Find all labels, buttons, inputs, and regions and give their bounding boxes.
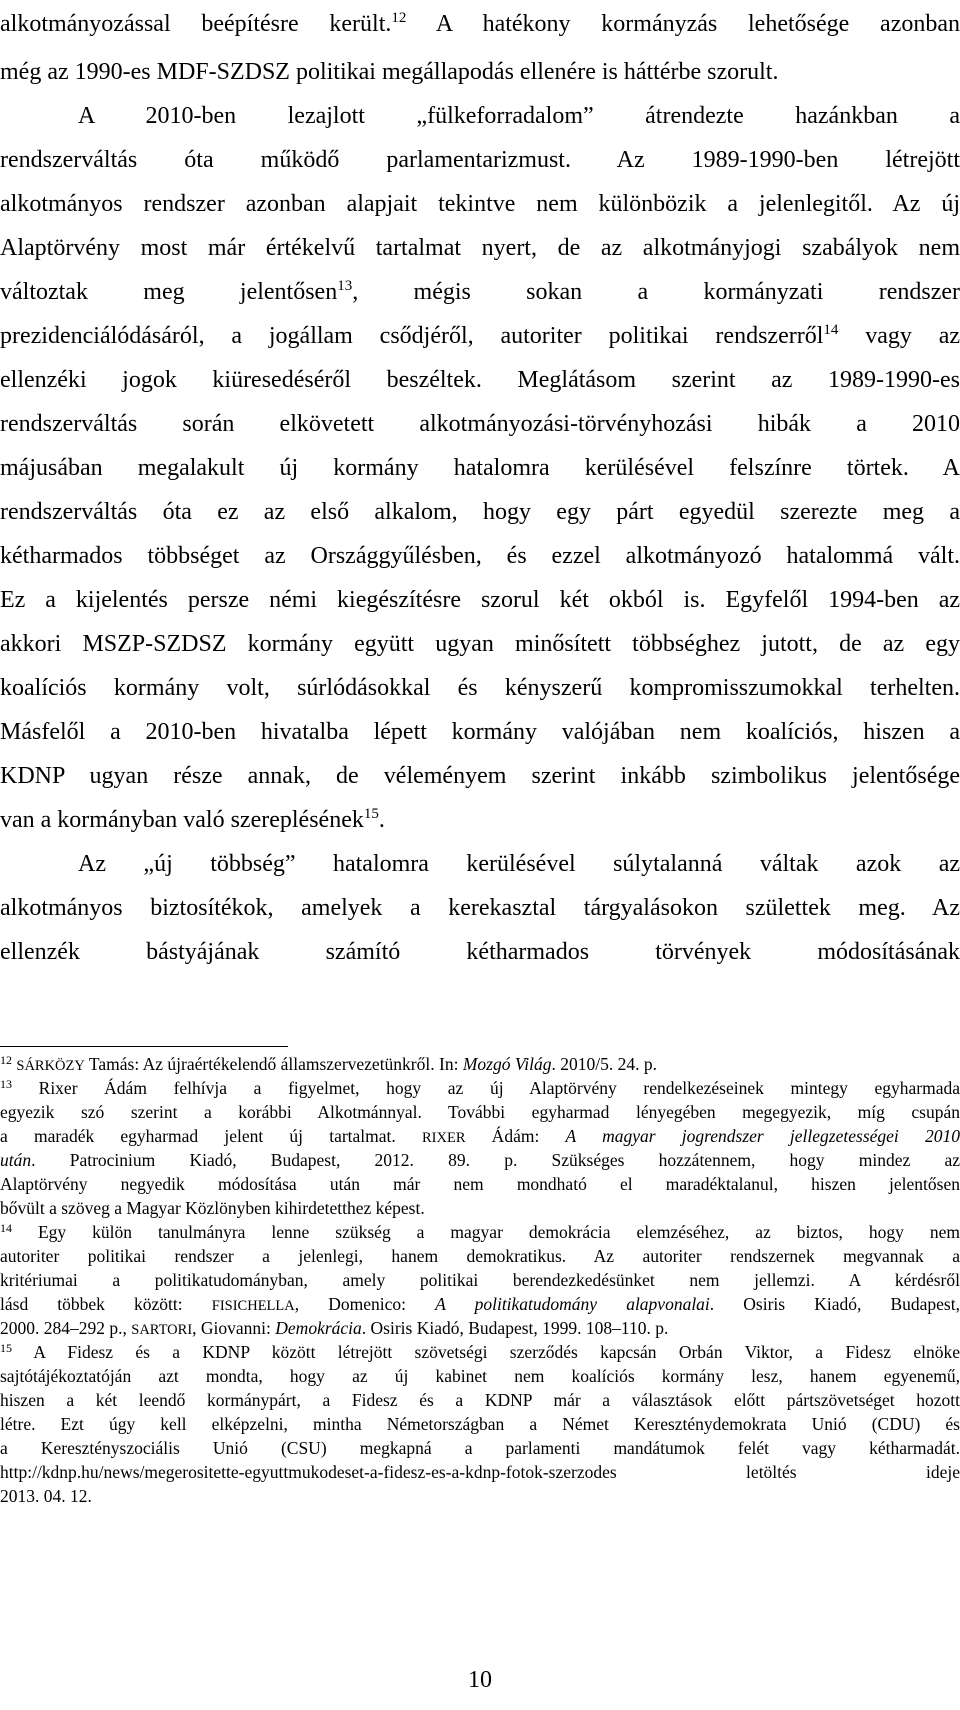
text-span: , mégis sokan a kormányzati rendszer <box>352 279 960 305</box>
text-line: rendszerváltás óta működő parlamentarizmust. Az 1989-1990-ben létrejött <box>0 147 960 173</box>
text-span: . <box>378 807 385 833</box>
author-name: SÁRKÖZY <box>16 1058 85 1074</box>
footnote-line <box>0 1148 960 1172</box>
text-line <box>0 312 960 360</box>
text-line: alkotmányos biztosítékok, amelyek a kerekasztal tárgyalásokon születtek meg. Az <box>0 895 960 921</box>
text-line: Alaptörvény most már értékelvű tartalmat nyert, de az alkotmányjogi szabályok nem <box>0 235 960 261</box>
text-line: Másfelől a 2010-ben hivatalba lépett kormány valójában nem koalíciós, hiszen a <box>0 719 960 745</box>
text-line <box>0 796 960 844</box>
footnote-line: 2013. 04. 12. <box>0 1486 92 1506</box>
publication-title: A magyar jogrendszer jellegzetességei 2010 <box>565 1126 960 1146</box>
text-span: prezidenciálódásáról, a jogállam csődjéről, autoriter politikai rendszerről <box>0 323 824 349</box>
text-line <box>0 0 960 48</box>
publication-title: után <box>0 1150 32 1170</box>
footnote-line: kritériumai a politikatudományban, amely politikai berendezkedésünket nem jellemzi. A kérdésről <box>0 1270 960 1290</box>
text-span: , Domenico: <box>294 1294 436 1314</box>
text-line: alkotmányos rendszer azonban alapjait tekintve nem különbözik a jelenlegitől. Az új <box>0 191 960 217</box>
text-line: rendszerváltás óta ez az első alkalom, hogy egy párt egyedül szerezte meg a <box>0 499 960 525</box>
footnote-ref-12[interactable]: 12 <box>391 10 407 26</box>
text-span: a maradék egyharmad jelent új tartalmat. <box>0 1126 422 1146</box>
footnote-ref-15[interactable]: 15 <box>363 806 379 822</box>
text-line: rendszerváltás során elkövetett alkotmányozási-törvényhozási hibák a 2010 <box>0 411 960 437</box>
text-line: ellenzék bástyájának számító kétharmados törvények módosításának <box>0 939 960 965</box>
text-span: , Giovanni: <box>192 1318 276 1338</box>
footnote-line <box>0 1316 960 1340</box>
text-line: koalíciós kormány volt, súrlódásokkal és kényszerű kompromisszumokkal terhelten. <box>0 675 960 701</box>
footnote-line: a Keresztényszociális Unió (CSU) megkapná a parlamenti mandátumok felét vagy kétharmadát. <box>0 1438 960 1458</box>
text-span: . Osiris Kiadó, Budapest, <box>709 1294 960 1314</box>
footnote-number: 12 <box>0 1053 12 1067</box>
text-span: van a kormányban való szereplésének <box>0 807 364 833</box>
footnote-line: bővült a szöveg a Magyar Közlönyben kihirdetetthez képest. <box>0 1198 425 1218</box>
footnote-13 <box>0 1076 960 1100</box>
footnote-14 <box>0 1220 960 1244</box>
footnote-line <box>0 1124 960 1148</box>
text-span: alkotmányozással beépítésre került. <box>0 11 392 37</box>
footnote-line: hiszen a két leendő kormánypárt, a Fidesz és a KDNP már a választások előtt pártszövetséget hozott <box>0 1390 960 1410</box>
text-span: Rixer Ádám felhívja a figyelmet, hogy az új Alaptörvény rendelkezéseinek mintegy egyharmada <box>12 1078 960 1098</box>
text-line: Az „új többség” hatalomra kerülésével súlytalanná váltak azok az <box>78 851 960 877</box>
footnote-line: autoriter politikai rendszer a jelenlegi, hanem demokratikus. Az autoriter rendszernek megvannak a <box>0 1246 960 1266</box>
footnote-line: létre. Ezt úgy kell elképzelni, mintha Németországban a Német Kereszténydemokrata Unió (CDU) és <box>0 1414 960 1434</box>
footnote-line: egyezik szó szerint a korábbi Alkotmánnyal. További egyharmad lényegében megegyezik, míg csupán <box>0 1102 960 1122</box>
text-line: ellenzéki jogok kiüresedéséről beszéltek. Meglátásom szerint az 1989-1990-es <box>0 367 960 393</box>
footnote-url[interactable]: http://kdnp.hu/news/megerositette-egyuttmukodeset-a-fidesz-es-a-kdnp-fotok-szerzodes letöltés ideje <box>0 1462 960 1482</box>
publication-title: Mozgó Világ <box>462 1054 552 1074</box>
text-span: . Osiris Kiadó, Budapest, 1999. 108–110. p. <box>361 1318 669 1338</box>
text-line: még az 1990-es MDF-SZDSZ politikai megállapodás ellenére is háttérbe szorult. <box>0 59 779 85</box>
text-span: A hatékony kormányzás lehetősége azonban <box>406 11 960 37</box>
footnote-12 <box>0 1052 960 1076</box>
author-name: RIXER <box>421 1130 466 1146</box>
footnote-line: Alaptörvény negyedik módosítása után már nem mondható el maradéktalanul, hiszen jelentősen <box>0 1174 960 1194</box>
publication-title: A politikatudomány alapvonalai <box>435 1294 710 1314</box>
text-span: Ádám: <box>465 1126 566 1146</box>
text-span: . Patrocinium Kiadó, Budapest, 2012. 89. p. Szükséges hozzátennem, hogy mindez az <box>31 1150 960 1170</box>
text-span: 2000. 284–292 p., <box>0 1318 132 1338</box>
publication-title: Demokrácia <box>275 1318 362 1338</box>
footnote-number: 14 <box>0 1221 12 1235</box>
text-span: Tamás: Az újraértékelendő államszervezetünkről. In: <box>84 1054 463 1074</box>
footnote-line <box>0 1292 960 1316</box>
footnote-ref-13[interactable]: 13 <box>337 278 353 294</box>
author-name: SARTORI <box>131 1322 193 1338</box>
text-span: Egy külön tanulmányra lenne szükség a magyar demokrácia elemzéséhez, az biztos, hogy nem <box>12 1222 960 1242</box>
text-line: akkori MSZP-SZDSZ kormány együtt ugyan minősített többséghez jutott, de az egy <box>0 631 960 657</box>
text-line: KDNP ugyan része annak, de véleményem szerint inkább szimbolikus jelentősége <box>0 763 960 789</box>
footnote-separator <box>0 1046 288 1047</box>
text-line <box>0 268 960 316</box>
text-span: vagy az <box>838 323 960 349</box>
text-span: A Fidesz és a KDNP között létrejött szövetségi szerződés kapcsán Orbán Viktor, a Fidesz elnöke <box>12 1342 960 1362</box>
text-span: . 2010/5. 24. p. <box>551 1054 657 1074</box>
footnote-line: sajtótájékoztatóján azt mondta, hogy az új kabinet nem koalíciós kormány lesz, hanem egyenemű, <box>0 1366 960 1386</box>
footnote-15 <box>0 1340 960 1364</box>
text-span: lásd többek között: <box>0 1294 212 1314</box>
text-line: májusában megalakult új kormány hatalomra kerülésével felszínre törtek. A <box>0 455 960 481</box>
footnote-ref-14[interactable]: 14 <box>823 322 839 338</box>
text-span: változtak meg jelentősen <box>0 279 338 305</box>
page-number: 10 <box>468 1667 492 1693</box>
footnote-number: 15 <box>0 1341 12 1355</box>
text-line: Ez a kijelentés persze némi kiegészítésre szorul két okból is. Egyfelől 1994-ben az <box>0 587 960 613</box>
author-name: FISICHELLA <box>211 1298 295 1314</box>
text-line: kétharmados többséget az Országgyűlésben, és ezzel alkotmányozó hatalommá vált. <box>0 543 960 569</box>
text-line: A 2010-ben lezajlott „fülkeforradalom” átrendezte hazánkban a <box>78 103 960 129</box>
footnote-number: 13 <box>0 1077 12 1091</box>
